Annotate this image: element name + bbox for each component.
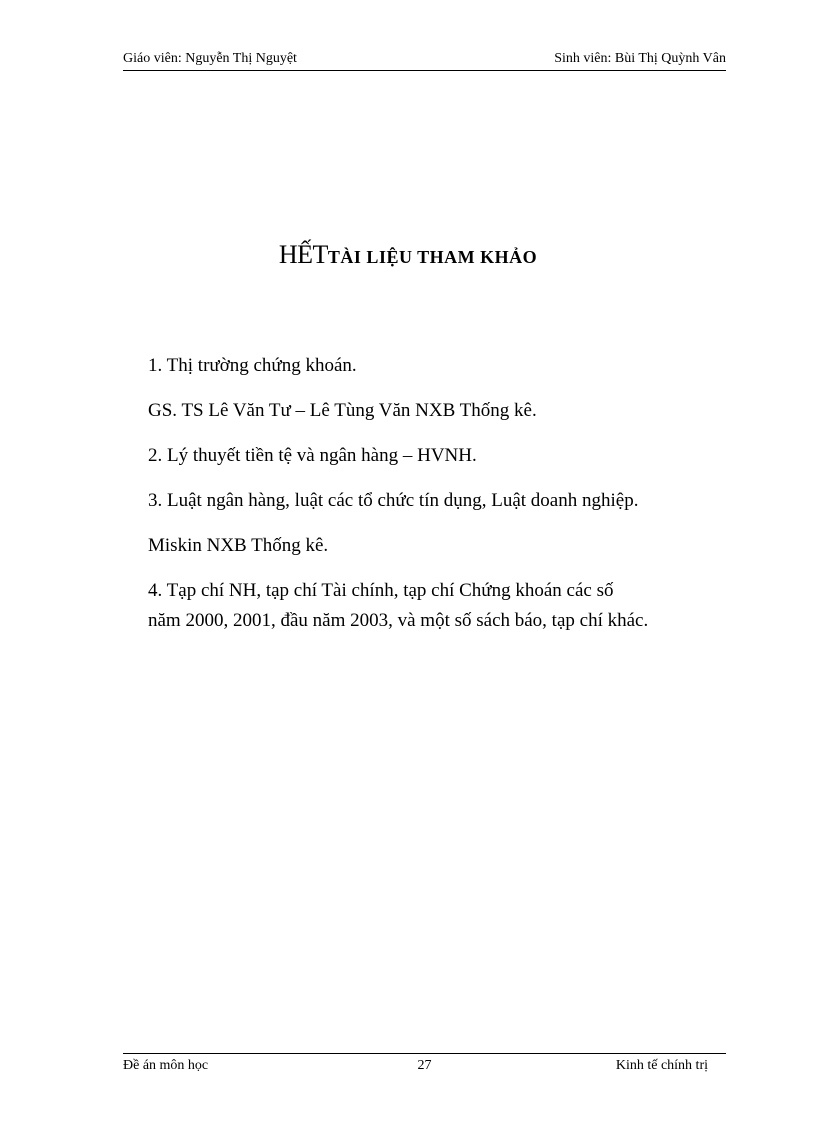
reference-line: 2. Lý thuyết tiền tệ và ngân hàng – HVNH.	[148, 445, 477, 466]
reference-line: 4. Tạp chí NH, tạp chí Tài chính, tạp chí Chứng khoán các số	[148, 580, 614, 601]
page-number: 27	[417, 1058, 432, 1073]
reference-line: năm 2000, 2001, đầu năm 2003, và một số sách báo, tạp chí khác.	[148, 610, 649, 631]
student-name: Sinh viên: Bùi Thị Quỳnh Vân	[554, 51, 726, 66]
reference-line: Miskin NXB Thống kê.	[148, 535, 329, 556]
footer-subject: Kinh tế chính trị	[615, 1058, 708, 1073]
teacher-name: Giáo viên: Nguyễn Thị Nguyệt	[123, 51, 297, 66]
reference-line: 1. Thị trường chứng khoán.	[148, 355, 357, 376]
reference-line: 3. Luật ngân hàng, luật các tổ chức tín dụng, Luật doanh nghiệp.	[148, 490, 639, 511]
page-title	[0, 240, 816, 270]
footer-course: Đề án môn học	[123, 1058, 209, 1073]
title-prefix: HẾT	[278, 240, 328, 269]
page-header	[123, 48, 726, 71]
reference-line: GS. TS Lê Văn Tư – Lê Tùng Văn NXB Thống kê.	[148, 400, 537, 421]
title-heading: TÀI LIỆU THAM KHẢO	[327, 247, 538, 267]
page-footer	[123, 1053, 726, 1074]
reference-list	[148, 351, 738, 636]
